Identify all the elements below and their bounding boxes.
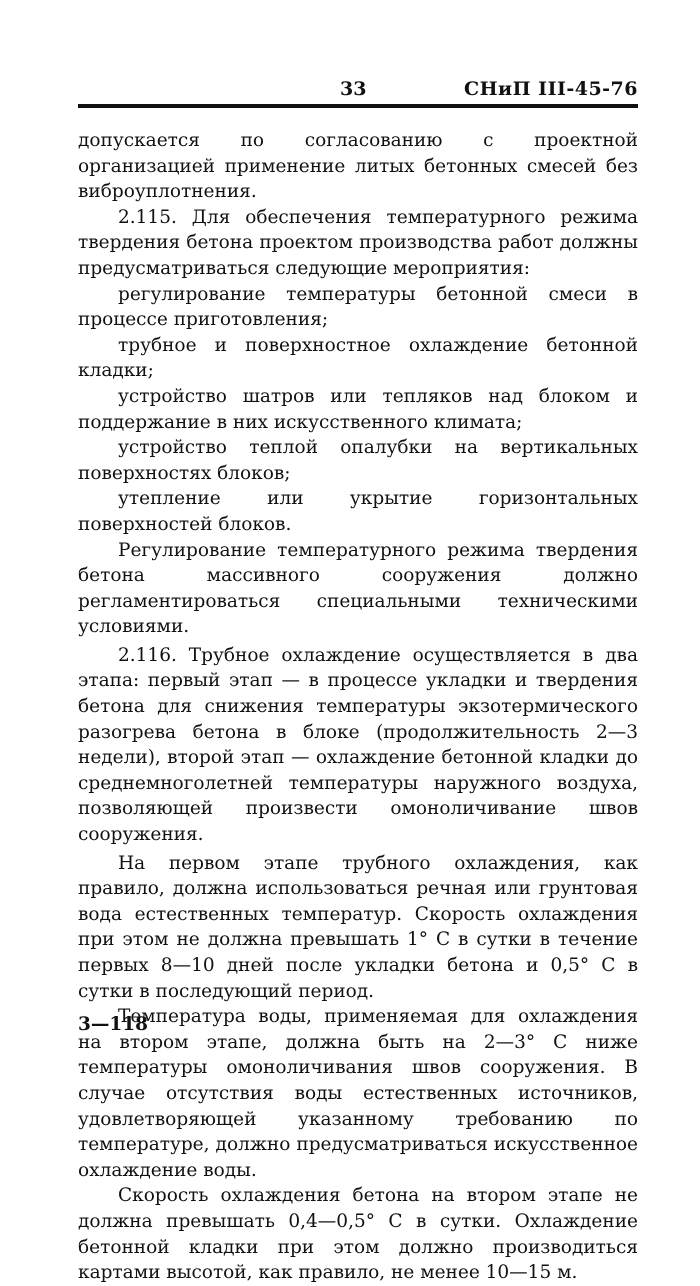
document-body [78,128,638,1286]
page-number: 33 [340,78,367,100]
list-item-pipe-cooling: трубное и поверхностное охлаждение бетонной кладки; [78,334,638,382]
document-code: СНиП III-45-76 [463,78,638,100]
paragraph-first-stage: На первом этапе трубного охлаждения, как правило, должна использоваться речная или грунтовая вода естественных температур. Скорость охлаждения при этом не должна превышать 1° С в сутки в течение первых 8—10 дней после укладки бетона и 0,5° С в сутки в последующий период. [78,852,638,1002]
list-item-mixture-temperature: регулирование температуры бетонной смеси в процессе приготовления; [78,283,638,331]
header-rule [78,104,638,108]
signature-mark: 3—118 [78,1014,148,1035]
paragraph-continuation: допускается по согласованию с проектной организацией применение литых бетонных смесей без виброуплотнения. [78,130,638,203]
list-item-insulation: утепление или укрытие горизонтальных поверхностей блоков. [78,488,638,535]
paragraph-clause-2-115: 2.115. Для обеспечения температурного режима твердения бетона проектом производства работ должны предусматриваться следующие мероприятия: [78,206,638,279]
list-item-tents: устройство шатров или тепляков над блоком и поддержание в них искусственного климата; [78,385,638,433]
paragraph-water-temperature: Температура воды, применяемая для охлаждения на втором этапе, должна быть на 2—3° С ниже температуры омоноличивания швов сооружения. В случае отсутствия воды естественных источников, удовлетворяющей указанному требованию по температуре, должно предусматриваться искусственное охлаждение воды. [78,1006,638,1181]
paragraph-second-stage-rate: Скорость охлаждения бетона на втором этапе не должна превышать 0,4—0,5° С в сутки. Охлаждение бетонной кладки при этом должно производиться картами высотой, как правило, не менее 10—15 м. [78,1185,638,1284]
page-header [78,78,638,102]
list-item-warm-formwork: устройство теплой опалубки на вертикальных поверхностях блоков; [78,437,638,484]
paragraph-clause-2-116: 2.116. Трубное охлаждение осуществляется в два этапа: первый этап — в процессе укладки и твердения бетона для снижения температуры экзотермического разогрева бетона в блоке (продолжительность 2—3 недели), второй этап — охлаждение бетонной кладки до среднемноголетней температуры наружного воздуха, позволяющей произвести омоноличивание швов сооружения. [78,644,638,846]
paragraph-regulation: Регулирование температурного режима твердения бетона массивного сооружения должно регламентироваться специальными техническими условиями. [78,539,638,638]
